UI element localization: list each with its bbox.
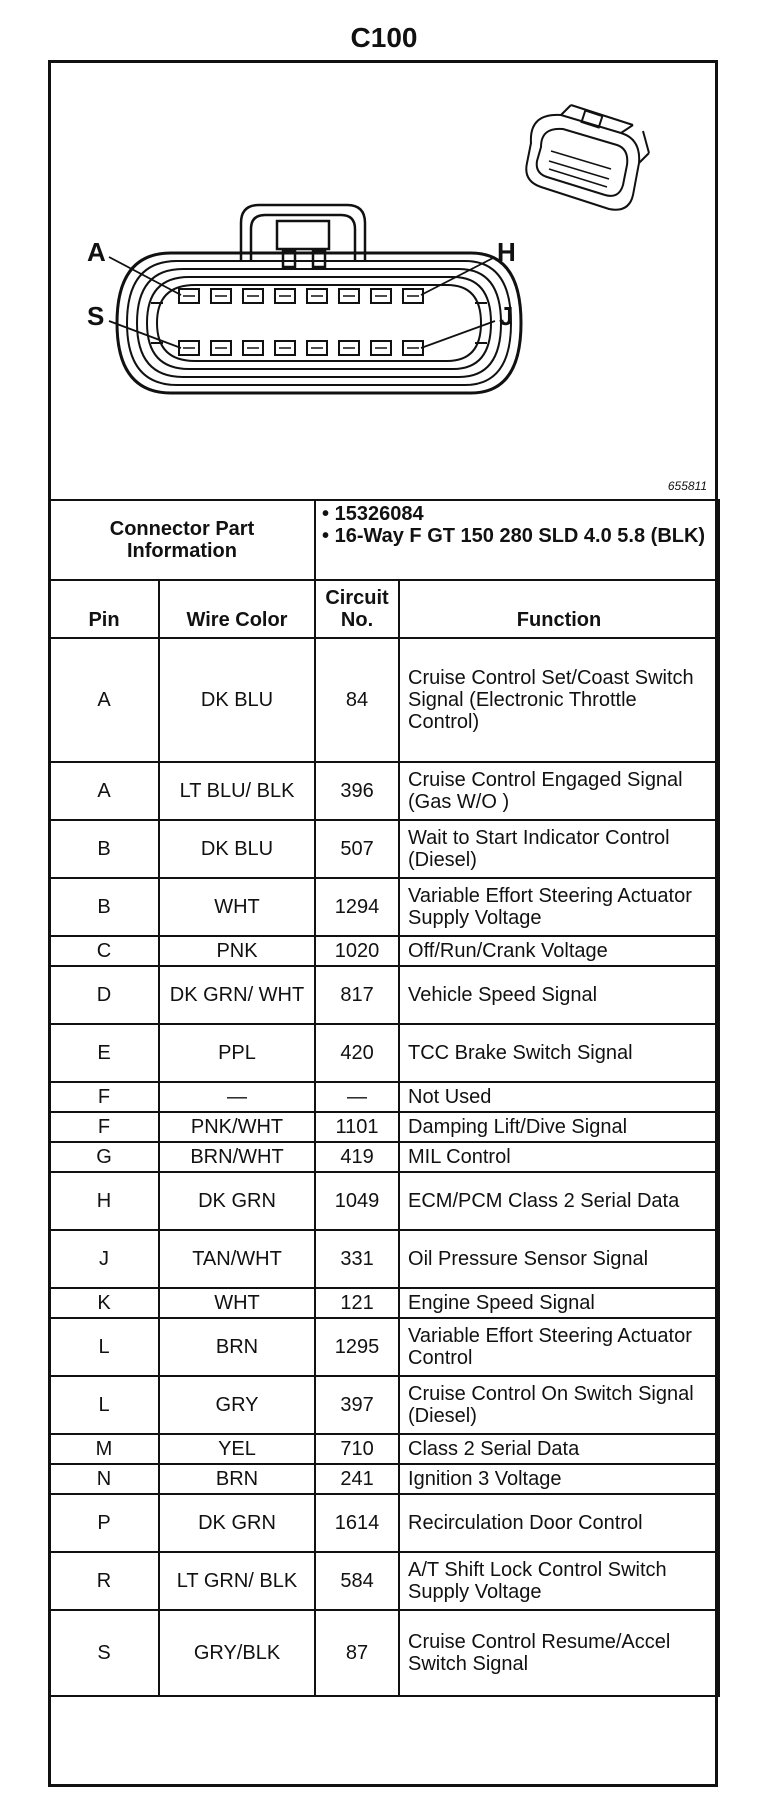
circuit-cell: 84 — [315, 638, 399, 762]
table-row — [49, 762, 719, 820]
connector-info-label: Connector Part Information — [49, 500, 315, 580]
pin-cell: R — [49, 1552, 159, 1610]
circuit-cell: — — [315, 1082, 399, 1112]
function-cell: ECM/PCM Class 2 Serial Data — [399, 1172, 719, 1230]
function-cell: Cruise Control Engaged Signal (Gas W/O ) — [399, 762, 719, 820]
function-cell: Oil Pressure Sensor Signal — [399, 1230, 719, 1288]
pin-cell: G — [49, 1142, 159, 1172]
function-cell: TCC Brake Switch Signal — [399, 1024, 719, 1082]
circuit-cell: 241 — [315, 1464, 399, 1494]
connector-info-row — [49, 500, 719, 580]
circuit-cell: 1294 — [315, 878, 399, 936]
wire-color-cell: GRY — [159, 1376, 315, 1434]
table-row — [49, 1024, 719, 1082]
table-row — [49, 1464, 719, 1494]
table-row — [49, 1376, 719, 1434]
table-row — [49, 1288, 719, 1318]
wire-color-cell: DK GRN — [159, 1172, 315, 1230]
table-row — [49, 1610, 719, 1696]
table-row — [49, 1552, 719, 1610]
pin-label-bottom-right: J — [499, 301, 514, 331]
pin-label-bottom-left: S — [87, 301, 105, 331]
connector-face-drawing — [51, 63, 715, 501]
function-cell: Vehicle Speed Signal — [399, 966, 719, 1024]
pin-cell: B — [49, 878, 159, 936]
figure-number: 655811 — [667, 479, 707, 493]
function-cell: Recirculation Door Control — [399, 1494, 719, 1552]
function-cell: Damping Lift/Dive Signal — [399, 1112, 719, 1142]
function-cell: Engine Speed Signal — [399, 1288, 719, 1318]
table-row — [49, 820, 719, 878]
pin-cell: K — [49, 1288, 159, 1318]
wire-color-cell: WHT — [159, 1288, 315, 1318]
pin-label-top-left: A — [87, 237, 106, 267]
pin-cell: N — [49, 1464, 159, 1494]
pin-cell: C — [49, 936, 159, 966]
function-cell: Class 2 Serial Data — [399, 1434, 719, 1464]
pin-cell: S — [49, 1610, 159, 1696]
connector-title: C100 — [350, 22, 418, 53]
function-cell: Cruise Control On Switch Signal (Diesel) — [399, 1376, 719, 1434]
function-cell: Cruise Control Set/Coast Switch Signal (Electronic Throttle Control) — [399, 638, 719, 762]
table-row — [49, 1082, 719, 1112]
pin-cell: A — [49, 762, 159, 820]
table-row — [49, 1142, 719, 1172]
circuit-cell: 710 — [315, 1434, 399, 1464]
circuit-cell: 420 — [315, 1024, 399, 1082]
circuit-cell: 1101 — [315, 1112, 399, 1142]
function-cell: Ignition 3 Voltage — [399, 1464, 719, 1494]
table-row — [49, 1494, 719, 1552]
circuit-cell: 1020 — [315, 936, 399, 966]
function-cell: MIL Control — [399, 1142, 719, 1172]
wire-color-cell: WHT — [159, 878, 315, 936]
table-header-row — [49, 580, 719, 638]
circuit-cell: 584 — [315, 1552, 399, 1610]
circuit-cell: 507 — [315, 820, 399, 878]
table-row — [49, 638, 719, 762]
table-row — [49, 878, 719, 936]
pin-cell: A — [49, 638, 159, 762]
function-cell: Variable Effort Steering Actuator Control — [399, 1318, 719, 1376]
wire-color-cell: DK GRN/ WHT — [159, 966, 315, 1024]
wire-color-cell: BRN — [159, 1464, 315, 1494]
table-row — [49, 936, 719, 966]
pin-cell: B — [49, 820, 159, 878]
wire-color-cell: DK GRN — [159, 1494, 315, 1552]
connector-frame — [48, 60, 718, 1787]
connector-description: • 16-Way F GT 150 280 SLD 4.0 5.8 (BLK) — [322, 525, 706, 547]
pin-cell: L — [49, 1376, 159, 1434]
pin-cell: E — [49, 1024, 159, 1082]
circuit-cell: 1295 — [315, 1318, 399, 1376]
wire-color-cell: GRY/BLK — [159, 1610, 315, 1696]
table-row — [49, 1172, 719, 1230]
connector-thumbnail — [526, 105, 649, 210]
pin-cell: H — [49, 1172, 159, 1230]
circuit-cell: 419 — [315, 1142, 399, 1172]
table-row — [49, 966, 719, 1024]
pinout-table — [48, 499, 720, 1697]
table-row — [49, 1318, 719, 1376]
circuit-cell: 397 — [315, 1376, 399, 1434]
pin-cell: F — [49, 1112, 159, 1142]
pin-cell: L — [49, 1318, 159, 1376]
wire-color-cell: BRN/WHT — [159, 1142, 315, 1172]
function-cell: Cruise Control Resume/Accel Switch Signal — [399, 1610, 719, 1696]
wire-color-cell: DK BLU — [159, 638, 315, 762]
pin-cell: F — [49, 1082, 159, 1112]
table-row — [49, 1434, 719, 1464]
header-function: Function — [399, 580, 719, 638]
wire-color-cell: PPL — [159, 1024, 315, 1082]
circuit-cell: 1614 — [315, 1494, 399, 1552]
circuit-cell: 1049 — [315, 1172, 399, 1230]
wire-color-cell: YEL — [159, 1434, 315, 1464]
function-cell: Off/Run/Crank Voltage — [399, 936, 719, 966]
function-cell: Not Used — [399, 1082, 719, 1112]
circuit-cell: 121 — [315, 1288, 399, 1318]
pin-cell: D — [49, 966, 159, 1024]
connector-diagram — [51, 63, 715, 501]
wire-color-cell: DK BLU — [159, 820, 315, 878]
function-cell: Variable Effort Steering Actuator Supply Voltage — [399, 878, 719, 936]
circuit-cell: 331 — [315, 1230, 399, 1288]
connector-latch — [241, 205, 365, 267]
header-pin: Pin — [49, 580, 159, 638]
wire-color-cell: BRN — [159, 1318, 315, 1376]
pin-cell: J — [49, 1230, 159, 1288]
connector-part-number: • 15326084 — [322, 503, 424, 525]
function-cell: A/T Shift Lock Control Switch Supply Voltage — [399, 1552, 719, 1610]
wire-color-cell: — — [159, 1082, 315, 1112]
pin-cell: M — [49, 1434, 159, 1464]
circuit-cell: 87 — [315, 1610, 399, 1696]
function-cell: Wait to Start Indicator Control (Diesel) — [399, 820, 719, 878]
header-wire-color: Wire Color — [159, 580, 315, 638]
circuit-cell: 817 — [315, 966, 399, 1024]
pin-label-top-right: H — [497, 237, 516, 267]
connector-info-list — [315, 500, 719, 580]
circuit-cell: 396 — [315, 762, 399, 820]
wire-color-cell: LT BLU/ BLK — [159, 762, 315, 820]
table-row — [49, 1112, 719, 1142]
pin-cell: P — [49, 1494, 159, 1552]
wire-color-cell: LT GRN/ BLK — [159, 1552, 315, 1610]
wire-color-cell: PNK/WHT — [159, 1112, 315, 1142]
header-circuit: Circuit No. — [315, 580, 399, 638]
wire-color-cell: TAN/WHT — [159, 1230, 315, 1288]
table-row — [49, 1230, 719, 1288]
wire-color-cell: PNK — [159, 936, 315, 966]
